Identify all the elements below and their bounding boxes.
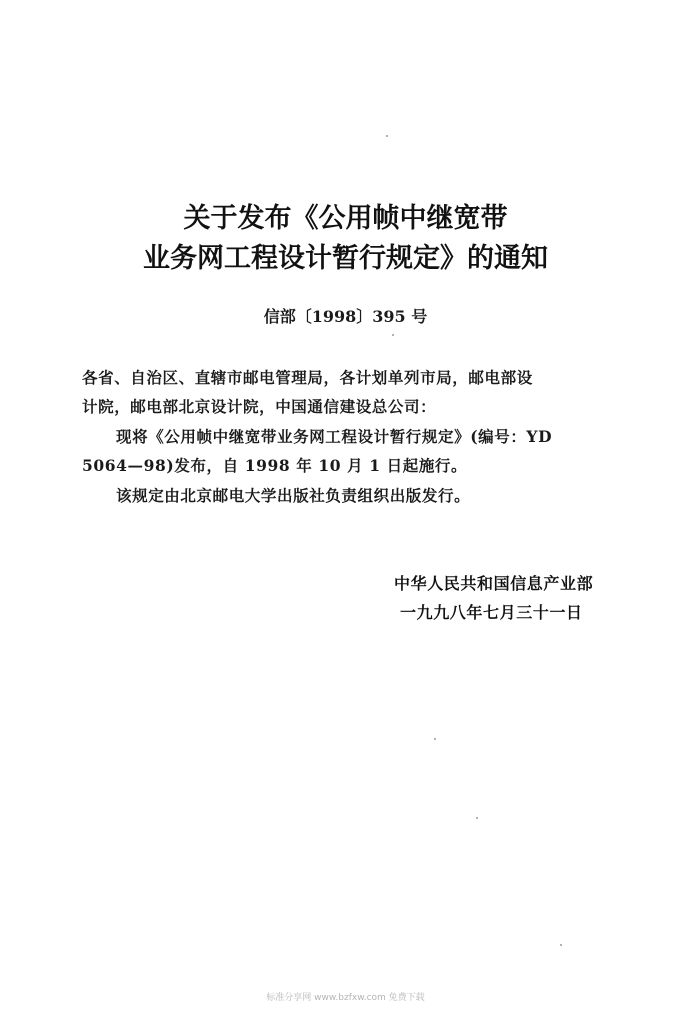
document-number: 信部〔1998〕395 号 — [263, 307, 428, 326]
notice-title-line-1: 关于发布《公用帧中继宽带 — [183, 203, 508, 234]
footer-watermark: 标准分享网 www.bzfxw.com 免费下载 — [266, 993, 425, 1003]
issuer-signature: 中华人民共和国信息产业部 — [394, 574, 594, 593]
body-line-announcement-1: 现将《公用帧中继宽带业务网工程设计暂行规定》(编号：YD — [116, 427, 553, 446]
body-line-announcement-2: 5064—98)发布，自 1998 年 10 月 1 日起施行。 — [82, 456, 468, 475]
scan-speck — [392, 334, 394, 336]
body-line-addressees-2: 计院，邮电部北京设计院，中国通信建设总公司： — [82, 397, 437, 416]
scan-speck — [434, 738, 436, 740]
scan-speck — [386, 135, 388, 137]
body-line-publisher: 该规定由北京邮电大学出版社负责组织出版发行。 — [116, 486, 471, 505]
issue-date: 一九九八年七月三十一日 — [400, 603, 583, 622]
scan-speck — [560, 944, 562, 946]
body-line-addressees-1: 各省、自治区、直辖市邮电管理局，各计划单列市局，邮电部设 — [82, 368, 533, 387]
scan-speck — [476, 817, 478, 819]
notice-title-line-2: 业务网工程设计暂行规定》的通知 — [143, 243, 548, 274]
